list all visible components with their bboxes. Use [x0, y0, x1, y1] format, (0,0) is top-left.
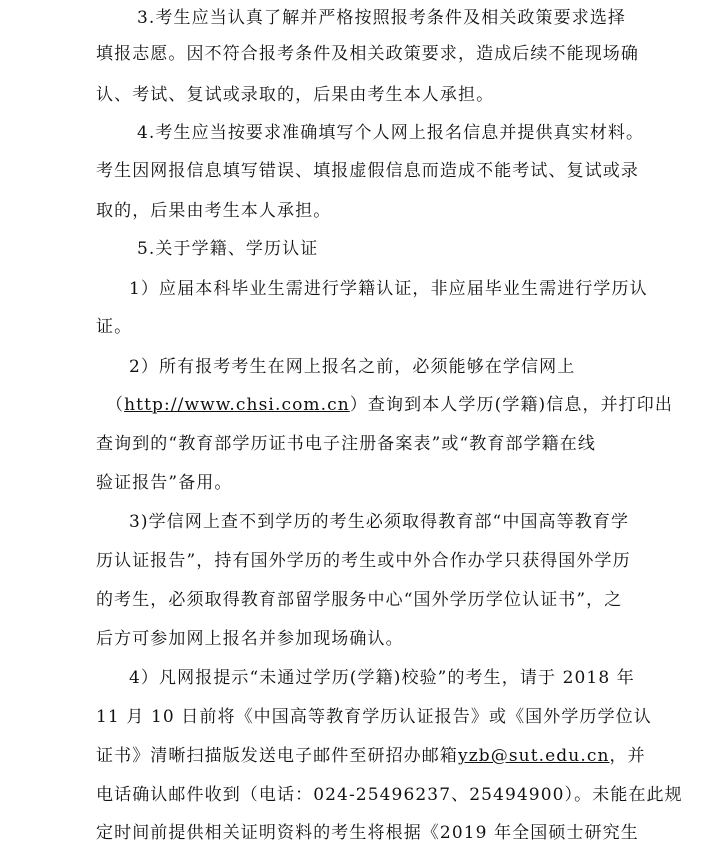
- item-4-line-2: 11 月 10 日前将《中国高等教育学历认证报告》或《国外学历学位认: [96, 707, 652, 727]
- para-3-line-3: 认、考试、复试或录取的，后果由考生本人承担。: [96, 85, 495, 105]
- link-line-rest: ）查询到本人学历(学籍)信息，并打印出: [349, 395, 673, 415]
- para-4-line-2: 考生因网报信息填写错误、填报虚假信息而造成不能考试、复试或录: [96, 161, 639, 181]
- office-email-link[interactable]: yzb@sut.edu.cn: [458, 746, 610, 766]
- item-1-line-1: 1）应届本科毕业生需进行学籍认证，非应届毕业生需进行学历认: [129, 279, 648, 299]
- item-4-line-5: 定时间前提供相关证明资料的考生将根据《2019 年全国硕士研究生: [96, 823, 639, 843]
- item-2-link-line: [106, 394, 673, 416]
- item-1-line-2: 证。: [96, 317, 133, 337]
- item-3-line-1: 3)学信网上查不到学历的考生必须取得教育部“中国高等教育学: [129, 512, 630, 532]
- section-5-heading: 5.关于学籍、学历认证: [137, 239, 319, 259]
- para-4-line-1: 4.考生应当按要求准确填写个人网上报名信息并提供真实材料。: [137, 123, 645, 143]
- para-3-line-2: 填报志愿。因不符合报考条件及相关政策要求，造成后续不能现场确: [96, 44, 639, 64]
- link-open-paren: （: [106, 395, 125, 415]
- item-3-line-4: 后方可参加网上报名并参加现场确认。: [96, 629, 404, 649]
- item-2-line-3: 查询到的“教育部学历证书电子注册备案表”或“教育部学籍在线: [96, 434, 596, 454]
- email-line-after: ，并: [609, 746, 646, 766]
- para-3-line-1: 3.考生应当认真了解并严格按照报考条件及相关政策要求选择: [137, 8, 627, 28]
- chsi-website-link[interactable]: http://www.chsi.com.cn: [124, 395, 350, 415]
- item-3-line-2: 历认证报告”，持有国外学历的考生或中外合作办学只获得国外学历: [96, 551, 631, 571]
- item-2-line-1: 2）所有报考考生在网上报名之前，必须能够在学信网上: [129, 357, 576, 377]
- para-4-line-3: 取的，后果由考生本人承担。: [96, 201, 332, 221]
- item-4-line-1: 4）凡网报提示“未通过学历(学籍)校验”的考生，请于 2018 年: [129, 668, 635, 688]
- item-4-email-line: [96, 745, 646, 767]
- item-4-line-4: 电话确认邮件收到（电话：024-25496237、25494900）。未能在此规: [96, 785, 683, 805]
- item-3-line-3: 的考生，必须取得教育部留学服务中心“国外学历学位认证书”，之: [96, 590, 623, 610]
- item-2-line-4: 验证报告”备用。: [96, 473, 233, 493]
- email-line-before: 证书》清晰扫描版发送电子邮件至研招办邮箱: [96, 746, 458, 766]
